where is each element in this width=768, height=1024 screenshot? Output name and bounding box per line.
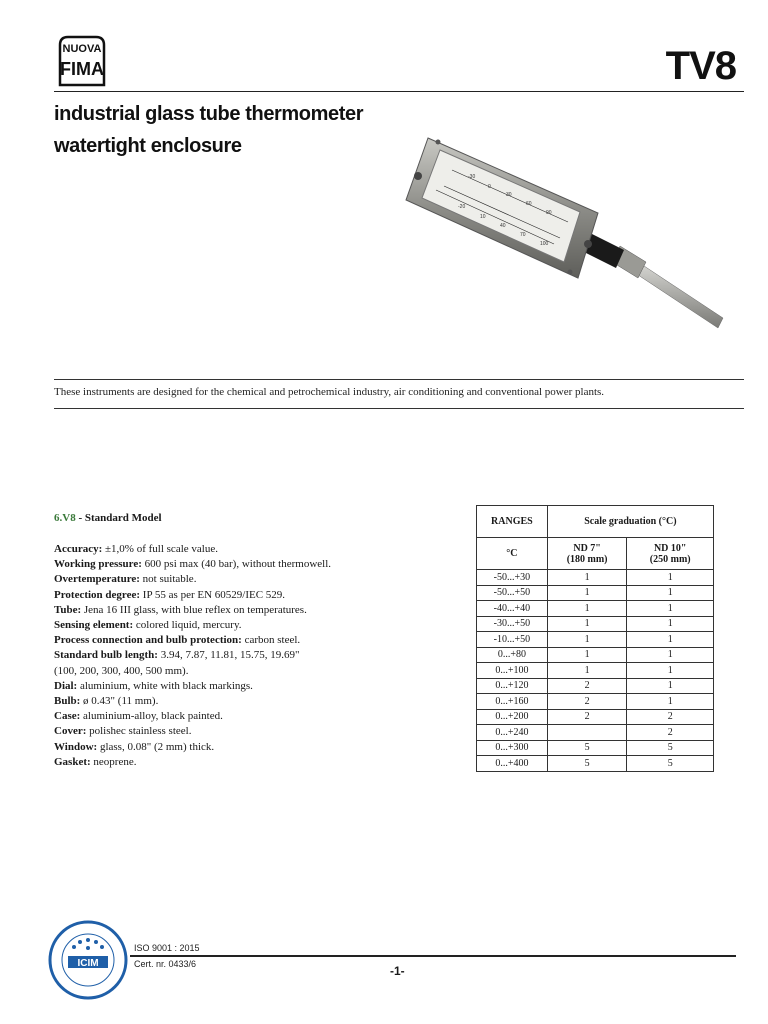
- spec-label: Process connection and bulb protection:: [54, 634, 242, 647]
- nd10-cell: 1: [627, 694, 714, 710]
- spec-item: [54, 633, 354, 648]
- title-line-2: watertight enclosure: [54, 135, 242, 157]
- svg-text:FIMA: FIMA: [60, 59, 104, 79]
- nd7-cell: 2: [547, 678, 627, 694]
- spec-value: aluminium-alloy, black painted.: [80, 710, 223, 723]
- range-cell: -40...+40: [477, 601, 548, 617]
- svg-text:NUOVA: NUOVA: [62, 43, 102, 55]
- nd7-cell: 1: [547, 601, 627, 617]
- svg-text:90: 90: [546, 210, 552, 216]
- spec-item: [54, 724, 354, 739]
- unit-header: °C: [477, 538, 548, 570]
- spec-value: colored liquid, mercury.: [133, 619, 242, 632]
- header-divider: [54, 91, 744, 92]
- nd7-cell: 1: [547, 570, 627, 586]
- nd10-cell: 2: [627, 725, 714, 741]
- nd7-cell: 2: [547, 694, 627, 710]
- nd7-cell: 5: [547, 756, 627, 772]
- nd10-cell: 1: [627, 678, 714, 694]
- description-top-rule: [54, 379, 744, 380]
- spec-label: Overtemperature:: [54, 573, 140, 586]
- range-cell: 0...+80: [477, 647, 548, 663]
- range-cell: -10...+50: [477, 632, 548, 648]
- table-row: [477, 678, 714, 694]
- svg-text:0: 0: [488, 184, 491, 190]
- spec-label: Sensing element:: [54, 619, 134, 632]
- spec-item: [54, 618, 354, 633]
- range-cell: 0...+160: [477, 694, 548, 710]
- spec-item: [54, 648, 354, 663]
- nd7-cell: [547, 725, 627, 741]
- spec-value: IP 55 as per EN 60529/IEC 529.: [140, 588, 286, 601]
- table-row: [477, 756, 714, 772]
- nd7-cell: 1: [547, 663, 627, 679]
- nd10-cell: 1: [627, 601, 714, 617]
- page-title: [54, 98, 363, 162]
- product-code: TV8: [665, 44, 736, 88]
- spec-item: [54, 664, 354, 679]
- range-cell: 0...+120: [477, 678, 548, 694]
- nd10-header: ND 10" (250 mm): [627, 538, 714, 570]
- spec-label: Standard bulb length:: [54, 649, 158, 662]
- nd10-cell: 1: [627, 570, 714, 586]
- spec-value: ø 0.43" (11 mm).: [80, 695, 159, 708]
- spec-list: [54, 542, 354, 770]
- footer-rule: [130, 955, 736, 957]
- cert-number: Cert. nr. 0433/6: [134, 959, 197, 969]
- spec-label: Protection degree:: [54, 588, 141, 601]
- nd10-cell: 1: [627, 616, 714, 632]
- page-number: -1-: [390, 964, 405, 978]
- title-line-1: industrial glass tube thermometer: [54, 103, 364, 125]
- nd7-cell: 5: [547, 740, 627, 756]
- nd7-cell: 1: [547, 647, 627, 663]
- spec-value: glass, 0.08" (2 mm) thick.: [97, 740, 215, 753]
- nd7-cell: 1: [547, 632, 627, 648]
- ranges-table: [476, 505, 714, 772]
- table-row: [477, 647, 714, 663]
- spec-label: Window:: [54, 740, 98, 753]
- table-row: [477, 725, 714, 741]
- model-name: - Standard Model: [75, 512, 162, 524]
- table-row: [477, 709, 714, 725]
- thermometer-photo: [398, 128, 738, 348]
- spec-value: aluminium, white with black markings.: [77, 679, 253, 692]
- spec-item: [54, 588, 354, 603]
- spec-value: ±1,0% of full scale value.: [102, 543, 218, 555]
- spec-item: [54, 679, 354, 694]
- spec-label: Working pressure:: [54, 558, 142, 571]
- table-row: [477, 616, 714, 632]
- range-cell: 0...+200: [477, 709, 548, 725]
- svg-text:100: 100: [540, 241, 549, 247]
- spec-item: [54, 694, 354, 709]
- range-cell: 0...+300: [477, 740, 548, 756]
- nd7-cell: 1: [547, 616, 627, 632]
- spec-value: polishec stainless steel.: [86, 725, 192, 738]
- svg-text:ICIM: ICIM: [77, 958, 99, 969]
- model-heading: [54, 512, 162, 524]
- table-row: [477, 740, 714, 756]
- nd7-cell: 1: [547, 585, 627, 601]
- nd10-cell: 1: [627, 647, 714, 663]
- nd10-cell: 1: [627, 632, 714, 648]
- nd7-header: ND 7" (180 mm): [547, 538, 627, 570]
- spec-label: Accuracy:: [54, 543, 103, 555]
- table-row: [477, 570, 714, 586]
- svg-text:10: 10: [480, 214, 486, 220]
- range-cell: 0...+240: [477, 725, 548, 741]
- spec-value: 3.94, 7.87, 11.81, 15.75, 19.69": [157, 649, 300, 662]
- nd10-cell: 5: [627, 756, 714, 772]
- svg-text:-20: -20: [458, 204, 466, 210]
- nd10-cell: 1: [627, 585, 714, 601]
- svg-text:70: 70: [520, 232, 526, 238]
- iso-label: ISO 9001 : 2015: [134, 943, 200, 953]
- svg-text:40: 40: [500, 223, 506, 229]
- spec-value: 600 psi max (40 bar), without thermowell.: [141, 558, 332, 571]
- svg-text:60: 60: [526, 201, 532, 207]
- spec-item: [54, 603, 354, 618]
- spec-label: Tube:: [54, 603, 82, 616]
- nd10-cell: 1: [627, 663, 714, 679]
- spec-value: carbon steel.: [241, 634, 301, 647]
- spec-item: [54, 542, 354, 557]
- svg-text:-30: -30: [468, 174, 476, 180]
- svg-text:30: 30: [506, 192, 512, 198]
- spec-item: [54, 557, 354, 572]
- nuova-fima-logo: [54, 35, 110, 87]
- spec-label: Gasket:: [54, 755, 91, 768]
- nd10-cell: 2: [627, 709, 714, 725]
- spec-item: [54, 740, 354, 755]
- table-row: [477, 663, 714, 679]
- spec-label: Bulb:: [54, 695, 81, 708]
- graduation-header: Scale graduation (°C): [547, 506, 713, 538]
- model-number: 6.V8: [54, 512, 76, 524]
- table-row: [477, 601, 714, 617]
- description-bottom-rule: [54, 408, 744, 409]
- spec-value: (100, 200, 300, 400, 500 mm).: [54, 664, 189, 677]
- range-cell: 0...+400: [477, 756, 548, 772]
- spec-label: Cover:: [54, 725, 87, 738]
- spec-label: Dial:: [54, 679, 78, 692]
- spec-value: neoprene.: [90, 755, 137, 768]
- spec-value: not suitable.: [139, 573, 197, 586]
- range-cell: -30...+50: [477, 616, 548, 632]
- ranges-header: RANGES: [477, 506, 548, 538]
- spec-value: Jena 16 III glass, with blue reflex on temperatures.: [81, 603, 307, 616]
- table-row: [477, 585, 714, 601]
- range-cell: 0...+100: [477, 663, 548, 679]
- spec-label: Case:: [54, 710, 81, 723]
- spec-item: [54, 755, 354, 770]
- range-cell: -50...+30: [477, 570, 548, 586]
- table-row: [477, 632, 714, 648]
- spec-item: [54, 572, 354, 587]
- nd10-cell: 5: [627, 740, 714, 756]
- icim-certification-seal: [46, 918, 130, 1002]
- spec-item: [54, 709, 354, 724]
- product-description: These instruments are designed for the chemical and petrochemical industry, air conditioning and conventional power plants.: [54, 386, 605, 398]
- table-row: [477, 694, 714, 710]
- nd7-cell: 2: [547, 709, 627, 725]
- range-cell: -50...+50: [477, 585, 548, 601]
